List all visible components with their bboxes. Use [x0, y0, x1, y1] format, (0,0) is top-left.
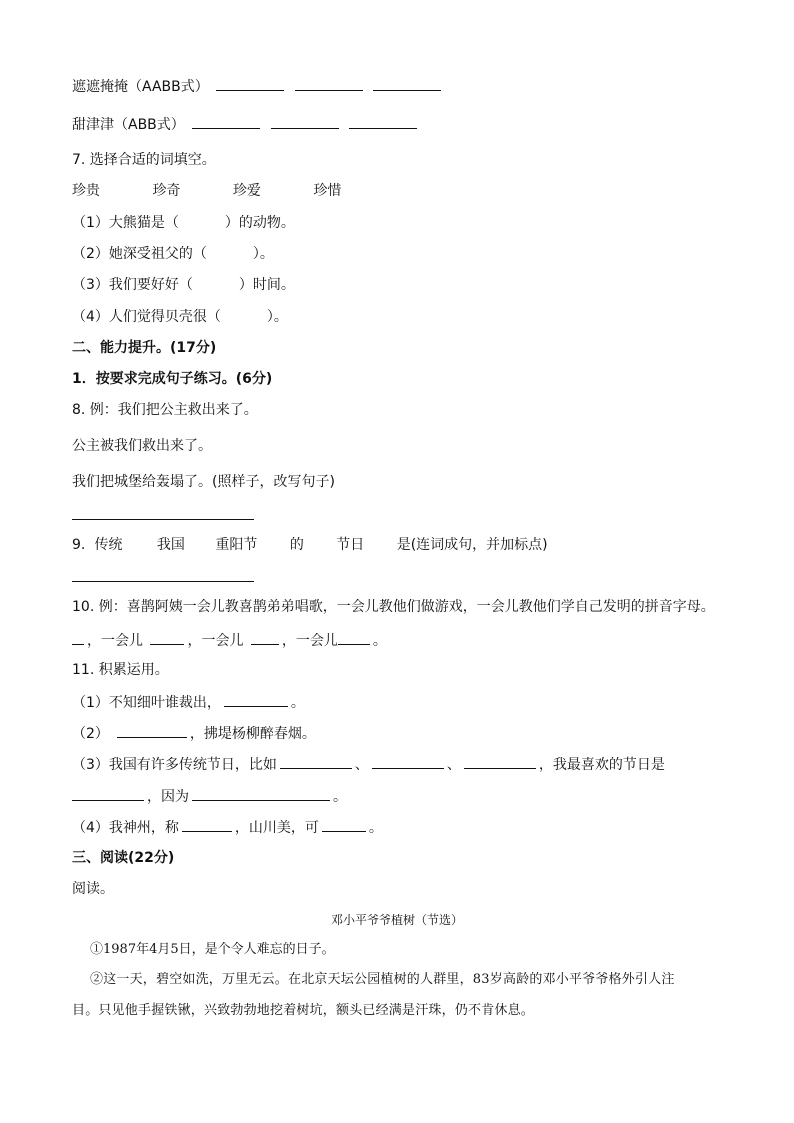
q7-item-2 — [72, 244, 274, 264]
q9-answer-line[interactable] — [72, 581, 254, 582]
passage-paragraph-2-cont: 目。只见他手握铁锹，兴致勃勃地挖着树坑，额头已经满是汗珠，仍不肯休息。 — [72, 1003, 535, 1018]
q11-4-blank-1[interactable] — [182, 817, 232, 832]
q7-item-text: （1）大熊猫是（ — [72, 215, 179, 231]
q11-item-4 — [72, 817, 383, 838]
q11-2-blank[interactable] — [117, 723, 187, 738]
q11-3-blank-3[interactable] — [464, 754, 536, 769]
aabb-label: 遮遮掩掩（AABB式） — [72, 79, 209, 95]
q11-item-2 — [72, 723, 316, 744]
q9-word: 节日 — [336, 537, 365, 553]
section2-title: 二、能力提升。(17分) — [72, 340, 217, 356]
q11-text: （3）我国有许多传统节日，比如 — [72, 757, 277, 773]
q9-word: 的 — [289, 537, 304, 553]
q11-1-blank[interactable] — [224, 692, 288, 707]
abb-question — [72, 114, 420, 135]
section3-title: 三、阅读(22分) — [72, 850, 175, 866]
q10-text: 。 — [372, 633, 387, 649]
q7-item-text: （2）她深受祖父的（ — [72, 246, 207, 262]
q10-blank-1[interactable] — [150, 630, 184, 645]
q8-task: 我们把城堡给轰塌了。(照样子，改写句子) — [72, 474, 335, 490]
q8-answer-line[interactable] — [72, 519, 254, 520]
q10-text: ，一会儿 — [281, 633, 338, 649]
q11-text: （2） — [72, 726, 109, 742]
q11-title: 11. 积累运用。 — [72, 662, 169, 678]
q10-blank-0[interactable] — [72, 630, 84, 645]
q11-text: 。 — [368, 820, 383, 836]
q9-word: 传统 — [94, 537, 123, 553]
aabb-blank-1[interactable] — [216, 76, 284, 91]
q11-4-blank-2[interactable] — [322, 817, 366, 832]
q11-text: ，因为 — [147, 789, 189, 805]
q10-text: ，一会儿 — [87, 633, 143, 649]
q7-item-1 — [72, 213, 295, 233]
q10-text: ，一会儿 — [187, 633, 244, 649]
q9-number: 9. — [72, 537, 86, 553]
section3-intro: 阅读。 — [72, 881, 114, 897]
q11-3-blank-1[interactable] — [280, 754, 352, 769]
q11-text: 、 — [446, 757, 461, 773]
passage-paragraph-1: ①1987年4月5日，是个令人难忘的日子。 — [90, 942, 335, 957]
q11-text: （1）不知细叶谁裁出， — [72, 695, 221, 711]
abb-blank-2[interactable] — [271, 114, 339, 129]
q7-item-text: （3）我们要好好（ — [72, 277, 193, 293]
word-option: 珍贵 — [72, 183, 100, 199]
passage-title: 邓小平爷爷植树（节选） — [330, 913, 463, 927]
aabb-blank-2[interactable] — [295, 76, 363, 91]
q11-text: 。 — [333, 789, 347, 805]
q9-question — [72, 535, 548, 555]
q7-item-3 — [72, 275, 295, 295]
word-option: 珍奇 — [152, 183, 181, 199]
q7-item-text: ）。 — [266, 309, 288, 325]
q8-answer: 公主被我们救出来了。 — [72, 438, 212, 454]
q8-example: 8. 例：我们把公主救出来了。 — [72, 402, 258, 418]
q9-word: 是 — [396, 537, 411, 553]
q11-text: 。 — [290, 695, 305, 711]
word-option: 珍爱 — [232, 183, 261, 199]
q7-item-text: ）。 — [252, 246, 274, 262]
word-option: 珍惜 — [313, 183, 342, 199]
q10-blank-2[interactable] — [251, 630, 279, 645]
q11-3-blank-2[interactable] — [372, 754, 444, 769]
q7-item-text: ）的动物。 — [224, 215, 295, 231]
passage-paragraph-2: ②这一天，碧空如洗，万里无云。在北京天坛公园植树的人群里，83岁高龄的邓小平爷爷格外引人注 — [90, 972, 675, 987]
q11-3-blank-5[interactable] — [192, 786, 330, 801]
q7-title: 7. 选择合适的词填空。 — [72, 152, 216, 168]
aabb-blank-3[interactable] — [373, 76, 441, 91]
abb-blank-1[interactable] — [192, 114, 260, 129]
q11-text: （4）我神州，称 — [72, 820, 179, 836]
q11-3-blank-4[interactable] — [72, 786, 144, 801]
q9-note: (连词成句，并加标点) — [410, 537, 548, 553]
q7-item-4 — [72, 307, 288, 327]
abb-blank-3[interactable] — [349, 114, 417, 129]
q11-text: ，拂堤杨柳醉春烟。 — [189, 726, 316, 742]
q11-text: 、 — [354, 757, 369, 773]
q11-text: ，山川美，可 — [234, 820, 319, 836]
q7-item-text: （4）人们觉得贝壳很（ — [72, 309, 221, 325]
q7-item-text: ）时间。 — [238, 277, 295, 293]
q10-example: 10. 例：喜鹊阿姨一会儿教喜鹊弟弟唱歌，一会儿教他们做游戏，一会儿教他们学自己发明的拼音字母。 — [72, 599, 715, 615]
q10-blanks — [72, 630, 387, 651]
abb-label: 甜津津（ABB式） — [72, 117, 185, 133]
aabb-question — [72, 76, 444, 97]
q11-text: ，我最喜欢的节日是 — [538, 757, 665, 773]
q10-blank-3[interactable] — [338, 630, 370, 645]
q11-item-1 — [72, 692, 305, 713]
q11-item-3 — [72, 754, 665, 775]
q11-item-3-cont — [72, 786, 347, 807]
q9-word: 我国 — [156, 537, 185, 553]
q7-word-bank — [72, 181, 389, 201]
section2-subtitle: 1．按要求完成句子练习。(6分) — [72, 371, 273, 387]
q9-word: 重阳节 — [215, 537, 258, 553]
